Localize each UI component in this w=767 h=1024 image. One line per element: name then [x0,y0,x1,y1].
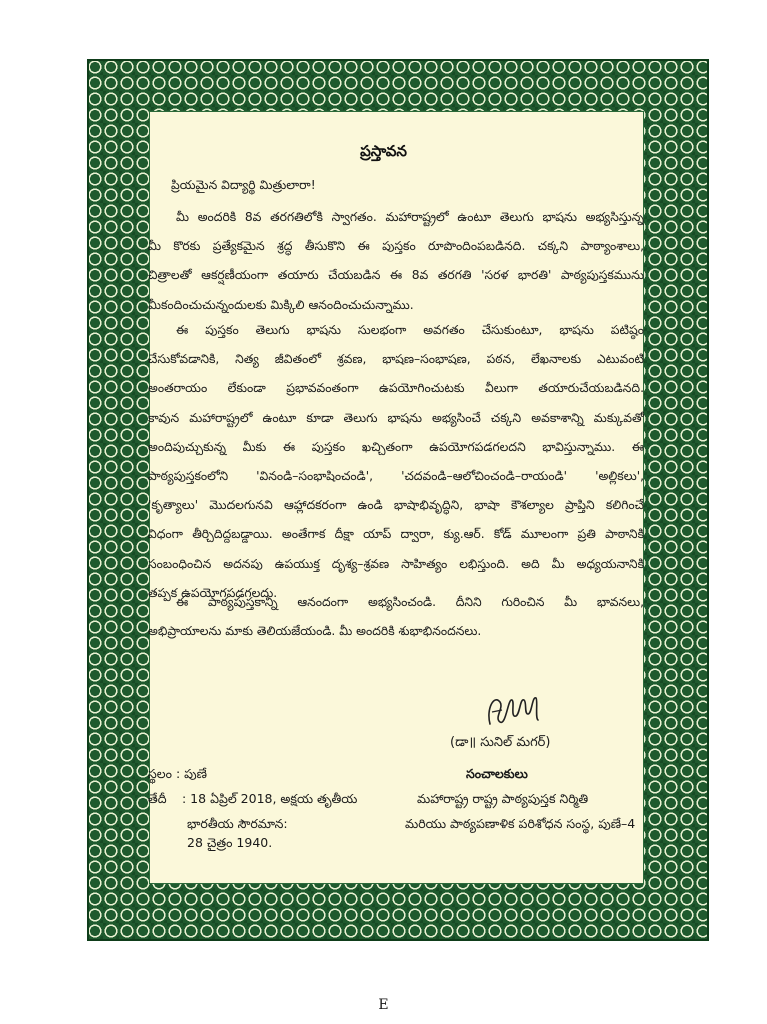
signature-image [480,684,550,734]
page-title: ప్రస్తావన [360,142,407,160]
paragraph-line: తప్పక ఉపయోగపడగలదు. [148,585,278,600]
paragraph-line: అభిప్రాయాలను మాకు తెలియజేయండి. మీ అందరికి శుభాభినందనలు. [148,624,482,639]
paragraph-line: మీ కొరకు ప్రత్యేకమైన శ్రద్ధ తీసుకొని ఈ పుస్తకం రూపొందింపబడినది. చక్కని పాఠ్యాంశాలు, [148,239,644,254]
page-number: E [378,997,389,1013]
paragraph-3 [148,588,644,646]
paragraph-line: 'కృత్యాలు' మొదలగునవి ఆహ్లాదకరంగా ఉండి భాషాభివృద్ధిని, భాషా కౌశల్యాల ప్రాప్తిని కలిగించే [148,498,644,513]
paragraph-1 [148,203,644,320]
signatory-title: సంచాలకులు [466,766,528,781]
greeting: ప్రియమైన విద్యార్థి మిత్రులారా! [171,178,316,192]
paragraph-line: అందిపుచ్చుకున్న మీకు ఈ పుస్తకం ఖచ్చితంగా ఉపయోగపడగలదని భావిస్తున్నాము. ఈ [148,439,644,454]
signatory-name: (డా॥ సునిల్ మగర్) [450,735,551,750]
paragraph-line: మీకందించుచున్నందులకు మిక్కిలి ఆనందించుచున్నాము. [148,297,414,312]
paragraph-line: పాఠ్యపుస్తకంలోని 'వినండి–సంభాషించండి', 'చదవండి–ఆలోచించండి–రాయండి' 'అల్లికలు', [148,468,644,483]
paragraph-line: చిత్రాలతో ఆకర్షణీయంగా తయారు చేయబడిన ఈ 8వ తరగతి 'సరళ భారతి' పాఠ్యపుస్తకమును [148,268,644,283]
date-label: తేదీ [148,791,167,806]
paragraph-line: మీ అందరికి 8వ తరగతిలోకి స్వాగతం. మహారాష్ట్రలో ఉంటూ తెలుగు భాషను అభ్యసిస్తున్న [176,210,644,224]
date-value: : 18 ఏప్రిల్ 2018, అక్షయ తృతీయ [182,791,358,806]
signature [480,684,550,738]
place: స్థలం : పుణే [148,766,207,781]
paragraph-line: ఈ పుస్తకం తెలుగు భాషను సులభంగా అవగతం చేసుకుంటూ, భాషను పటిష్ఠం [176,323,644,337]
calendar-label: భారతీయ సౌరమాన: [187,816,288,831]
organization-line-1: మహారాష్ట్ర రాష్ట్ర పాఠ్యపుస్తక నిర్మితి [417,791,589,806]
paragraph-line: ఈ పాఠ్యపుస్తకాన్ని ఆనందంగా అభ్యసించండి. దీనిని గురించిన మీ భావనలు, [176,595,644,609]
calendar-date: 28 చైత్రం 1940. [187,835,273,850]
paragraph-line: అంతరాయం లేకుండా ప్రభావవంతంగా ఉపయోగించుటకు వీలుగా తయారుచేయబడినది. [148,381,644,396]
paragraph-2 [148,316,644,608]
paragraph-line: సంబంధించిన అదనపు ఉపయుక్త దృశ్య–శ్రవణ సాహిత్యం లభిస్తుంది. అది మీ అధ్యయనానికి [148,556,644,571]
paragraph-line: చేసుకోవడానికి, నిత్య జీవితంలో శ్రవణ, భాషణ–సంభాషణ, పఠన, లేఖనాలకు ఎటువంటి [148,352,644,367]
organization-line-2: మరియు పాఠ్యపణాళిక పరిశోధన సంస్థ, పుణే–4 [405,816,636,831]
paragraph-line: విధంగా తీర్చిదిద్దబడ్డాయి. అంతేగాక దీక్షా యాప్ ద్వారా, క్యు.ఆర్. కోడ్ మూలంగా ప్రతి పాఠానికి [148,527,644,542]
paragraph-line: కావున మహారాష్ట్రలో ఉంటూ కూడా తెలుగు భాషను అభ్యసించే చక్కని అవకాశాన్ని మక్కువతో [148,410,644,425]
